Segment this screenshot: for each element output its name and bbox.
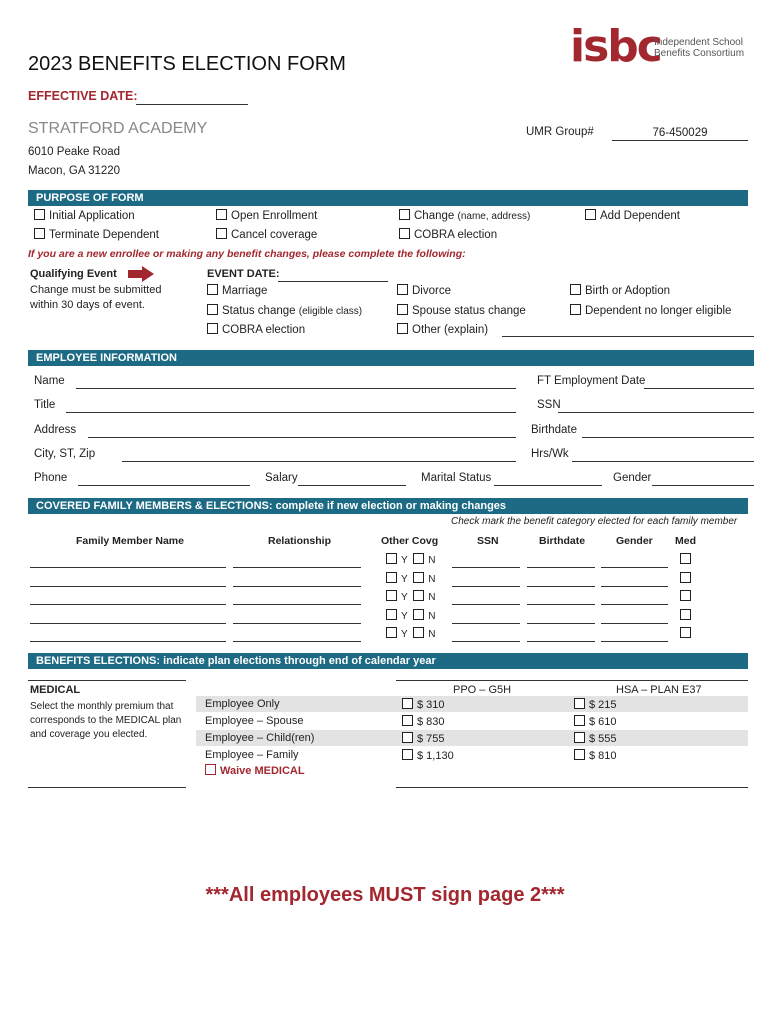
- option-label: Initial Application: [49, 210, 135, 222]
- checkbox[interactable]: [399, 209, 410, 220]
- ft-date-label: FT Employment Date: [537, 375, 646, 387]
- birthdate-field[interactable]: [582, 437, 754, 438]
- checkbox[interactable]: [397, 323, 408, 334]
- other-coverage-yn: [386, 553, 435, 566]
- family-note: Check mark the benefit category elected for each family member: [451, 516, 738, 527]
- sign-page2-notice: ***All employees MUST sign page 2***: [205, 884, 565, 906]
- checkbox-yes[interactable]: [386, 590, 397, 601]
- checkbox[interactable]: [34, 209, 45, 220]
- member-gender-field[interactable]: [601, 604, 668, 605]
- member-ssn-field[interactable]: [452, 567, 520, 568]
- col-med: Med: [675, 535, 696, 547]
- no-label: N: [428, 610, 436, 622]
- event-date-label: EVENT DATE:: [207, 268, 280, 280]
- checkbox[interactable]: [570, 304, 581, 315]
- purpose-heading: PURPOSE OF FORM: [28, 190, 748, 206]
- ssn-field[interactable]: [558, 412, 754, 413]
- event-date-field[interactable]: [278, 281, 388, 282]
- hsa-price-option[interactable]: [574, 732, 617, 745]
- address-field[interactable]: [88, 437, 516, 438]
- ppo-price-option[interactable]: [402, 715, 445, 728]
- checkbox[interactable]: [34, 228, 45, 239]
- col-relationship: Relationship: [268, 535, 332, 547]
- other-explain-option[interactable]: [397, 323, 488, 336]
- option-label: Marriage: [222, 285, 268, 297]
- checkbox[interactable]: [205, 764, 216, 775]
- option-label: Waive MEDICAL: [220, 765, 305, 777]
- group-number: 76-450029: [612, 127, 748, 141]
- member-birthdate-field[interactable]: [527, 586, 595, 587]
- coverage-tier-label: Employee – Child(ren): [205, 732, 315, 744]
- checkbox-no[interactable]: [413, 609, 424, 620]
- gender-field[interactable]: [652, 485, 754, 486]
- col-birthdate: Birthdate: [539, 535, 586, 547]
- yes-label: Y: [401, 629, 408, 640]
- checkbox[interactable]: [680, 609, 691, 620]
- plan1-name: PPO – G5H: [453, 684, 512, 696]
- hrs-field[interactable]: [572, 461, 754, 462]
- dependent-no-longer-option[interactable]: [570, 304, 731, 317]
- option-label: Dependent no longer eligible: [585, 305, 732, 317]
- option-note: (name, address): [457, 211, 531, 222]
- member-ssn-field[interactable]: [452, 586, 520, 587]
- option-note: (eligible class): [298, 306, 363, 317]
- arrow-right-icon: [128, 266, 154, 282]
- hsa-price-option[interactable]: [574, 749, 617, 762]
- member-birthdate-field[interactable]: [527, 641, 595, 642]
- medical-desc2: corresponds to the MEDICAL plan: [30, 715, 182, 726]
- member-birthdate-field[interactable]: [527, 623, 595, 624]
- other-explain-field[interactable]: [502, 336, 754, 337]
- col-ssn: SSN: [477, 535, 499, 547]
- checkbox-yes[interactable]: [386, 609, 397, 620]
- isbc-logo: [570, 21, 745, 72]
- checkbox-no[interactable]: [413, 553, 424, 564]
- option-label: Add Dependent: [600, 210, 680, 222]
- member-ssn-field[interactable]: [452, 604, 520, 605]
- checkbox[interactable]: [207, 304, 218, 315]
- spouse-status-option[interactable]: [397, 304, 526, 317]
- checkbox[interactable]: [570, 284, 581, 295]
- checkbox-yes[interactable]: [386, 553, 397, 564]
- qualifying-desc1: Change must be submitted: [30, 284, 162, 296]
- marriage-option[interactable]: [207, 284, 267, 297]
- med-checkbox[interactable]: [680, 572, 695, 585]
- yes-label: Y: [401, 610, 408, 622]
- price-label: $ 810: [589, 750, 617, 762]
- checkbox[interactable]: [680, 572, 691, 583]
- checkbox[interactable]: [402, 715, 413, 726]
- name-label: Name: [34, 375, 65, 387]
- medical-desc1: Select the monthly premium that: [30, 701, 174, 712]
- qualifying-event-label: Qualifying Event: [30, 268, 117, 280]
- checkbox[interactable]: [680, 553, 691, 564]
- checkbox[interactable]: [680, 590, 691, 601]
- option-label: Status change: [222, 305, 296, 317]
- checkbox-no[interactable]: [413, 590, 424, 601]
- employer-address2: Macon, GA 31220: [28, 165, 121, 177]
- add-dependent-option[interactable]: [585, 209, 680, 222]
- member-birthdate-field[interactable]: [527, 567, 595, 568]
- col-family-name: Family Member Name: [76, 535, 184, 547]
- member-name-field[interactable]: [30, 567, 226, 568]
- employer-address1: 6010 Peake Road: [28, 146, 121, 158]
- yes-label: Y: [401, 592, 408, 603]
- option-label: Other (explain): [412, 324, 489, 336]
- checkbox[interactable]: [402, 698, 413, 709]
- checkbox[interactable]: [207, 323, 218, 334]
- no-label: N: [428, 629, 436, 640]
- logo-word: isbc: [570, 21, 661, 72]
- option-label: Birth or Adoption: [585, 285, 671, 297]
- med-checkbox[interactable]: [680, 553, 695, 566]
- birth-adoption-option[interactable]: [570, 284, 670, 297]
- marital-field[interactable]: [494, 485, 602, 486]
- checkbox[interactable]: [402, 732, 413, 743]
- ppo-price-option[interactable]: [402, 732, 445, 745]
- cancel-coverage-option[interactable]: [216, 228, 317, 241]
- ppo-price-option[interactable]: [402, 749, 454, 762]
- no-label: N: [428, 573, 436, 585]
- birthdate-label: Birthdate: [531, 424, 578, 436]
- medical-top-rule: [28, 680, 186, 681]
- group-label: UMR Group#: [526, 126, 594, 138]
- col-gender: Gender: [616, 535, 653, 547]
- employee-heading: EMPLOYEE INFORMATION: [28, 350, 754, 366]
- qualifying-desc2: within 30 days of event.: [30, 299, 145, 311]
- checkbox[interactable]: [574, 715, 585, 726]
- med-checkbox[interactable]: [680, 627, 695, 640]
- med-checkbox[interactable]: [680, 609, 695, 622]
- relationship-field[interactable]: [233, 586, 361, 587]
- med-checkbox[interactable]: [680, 590, 695, 603]
- checkbox[interactable]: [585, 209, 596, 220]
- checkbox-yes[interactable]: [386, 627, 397, 638]
- yes-label: Y: [401, 573, 408, 585]
- member-gender-field[interactable]: [601, 586, 668, 587]
- yes-label: Y: [401, 555, 408, 566]
- member-gender-field[interactable]: [601, 641, 668, 642]
- option-label: Spouse status change: [412, 305, 526, 317]
- option-label: Divorce: [412, 285, 451, 297]
- relationship-field[interactable]: [233, 623, 361, 624]
- option-label: Cancel coverage: [231, 229, 318, 241]
- no-label: N: [428, 592, 436, 603]
- other-coverage-yn: [386, 572, 435, 585]
- ft-date-field[interactable]: [644, 388, 754, 389]
- member-ssn-field[interactable]: [452, 641, 520, 642]
- member-name-field[interactable]: [30, 604, 226, 605]
- price-label: $ 610: [589, 716, 617, 728]
- checkbox[interactable]: [397, 304, 408, 315]
- other-coverage-yn: [386, 590, 435, 603]
- open-enrollment-option[interactable]: [216, 209, 317, 222]
- member-name-field[interactable]: [30, 586, 226, 587]
- medical-title: MEDICAL: [30, 684, 81, 696]
- employer-name: STRATFORD ACADEMY: [28, 120, 208, 137]
- member-gender-field[interactable]: [601, 567, 668, 568]
- benefits-heading: BENEFITS ELECTIONS: indicate plan elections through end of calendar year: [28, 653, 748, 669]
- coverage-tier-label: Employee – Spouse: [205, 715, 304, 727]
- status-change-option[interactable]: [207, 304, 362, 317]
- divorce-option[interactable]: [397, 284, 451, 297]
- price-label: $ 555: [589, 733, 617, 745]
- checkbox[interactable]: [574, 698, 585, 709]
- terminate-dependent-option[interactable]: [34, 228, 159, 241]
- price-label: $ 755: [417, 733, 445, 745]
- checkbox[interactable]: [207, 284, 218, 295]
- initial-application-option[interactable]: [34, 209, 135, 222]
- salary-field[interactable]: [298, 485, 406, 486]
- checkbox-yes[interactable]: [386, 572, 397, 583]
- change-option[interactable]: [399, 209, 530, 222]
- coverage-tier-label: Employee – Family: [205, 749, 299, 761]
- family-heading: COVERED FAMILY MEMBERS & ELECTIONS: complete if new election or making changes: [28, 498, 748, 514]
- plans-bottom-rule: [396, 787, 748, 788]
- logo-subtitle: [654, 37, 770, 59]
- price-label: $ 830: [417, 716, 445, 728]
- phone-label: Phone: [34, 472, 68, 484]
- option-label: COBRA election: [222, 324, 306, 336]
- col-other-covg: Other Covg: [381, 535, 439, 547]
- marital-label: Marital Status: [421, 472, 492, 484]
- price-label: $ 215: [589, 699, 617, 711]
- relationship-field[interactable]: [233, 604, 361, 605]
- no-label: N: [428, 555, 436, 566]
- gender-label: Gender: [613, 472, 652, 484]
- logo-sub-line1: Independent School: [654, 37, 743, 48]
- city-label: City, ST, Zip: [34, 448, 96, 460]
- checkbox-no[interactable]: [413, 572, 424, 583]
- member-birthdate-field[interactable]: [527, 604, 595, 605]
- effective-date-field[interactable]: [136, 104, 248, 105]
- name-field[interactable]: [76, 388, 516, 389]
- checkbox[interactable]: [680, 627, 691, 638]
- option-label: Change: [414, 210, 455, 222]
- other-coverage-yn: [386, 627, 435, 640]
- checkbox[interactable]: [399, 228, 410, 239]
- ppo-price-option[interactable]: [402, 698, 445, 711]
- checkbox[interactable]: [574, 749, 585, 760]
- form-title: 2023 BENEFITS ELECTION FORM: [28, 53, 346, 75]
- city-field[interactable]: [122, 461, 516, 462]
- checkbox[interactable]: [216, 209, 227, 220]
- hrs-label: Hrs/Wk: [531, 448, 569, 460]
- checkbox[interactable]: [402, 749, 413, 760]
- plan2-name: HSA – PLAN E37: [616, 684, 702, 696]
- checkbox[interactable]: [216, 228, 227, 239]
- price-label: $ 310: [417, 699, 445, 711]
- changes-note: If you are a new enrollee or making any benefit changes, please complete the following:: [28, 248, 466, 260]
- option-label: Open Enrollment: [231, 210, 318, 222]
- checkbox[interactable]: [574, 732, 585, 743]
- relationship-field[interactable]: [233, 641, 361, 642]
- relationship-field[interactable]: [233, 567, 361, 568]
- coverage-tier-label: Employee Only: [205, 698, 280, 710]
- hsa-price-option[interactable]: [574, 715, 617, 728]
- address-label: Address: [34, 424, 77, 436]
- option-label: Terminate Dependent: [49, 229, 159, 241]
- checkbox-no[interactable]: [413, 627, 424, 638]
- medical-bottom-rule: [28, 787, 186, 788]
- member-name-field[interactable]: [30, 641, 226, 642]
- logo-sub-line2: Benefits Consortium: [654, 48, 745, 59]
- ssn-label: SSN: [537, 399, 561, 411]
- option-label: COBRA election: [414, 229, 498, 241]
- title-field[interactable]: [66, 412, 516, 413]
- member-ssn-field[interactable]: [452, 623, 520, 624]
- hsa-price-option[interactable]: [574, 698, 617, 711]
- salary-label: Salary: [265, 472, 298, 484]
- member-gender-field[interactable]: [601, 623, 668, 624]
- waive-medical-option[interactable]: [205, 764, 305, 777]
- checkbox[interactable]: [397, 284, 408, 295]
- medical-desc3: and coverage you elected.: [30, 729, 148, 740]
- phone-field[interactable]: [78, 485, 250, 486]
- title-label: Title: [34, 399, 56, 411]
- member-name-field[interactable]: [30, 623, 226, 624]
- effective-date-label: EFFECTIVE DATE:: [28, 89, 138, 103]
- price-label: $ 1,130: [417, 750, 454, 762]
- cobra-election-option[interactable]: [399, 228, 497, 241]
- other-coverage-yn: [386, 609, 435, 622]
- cobra-event-option[interactable]: [207, 323, 305, 336]
- plans-top-rule: [396, 680, 748, 681]
